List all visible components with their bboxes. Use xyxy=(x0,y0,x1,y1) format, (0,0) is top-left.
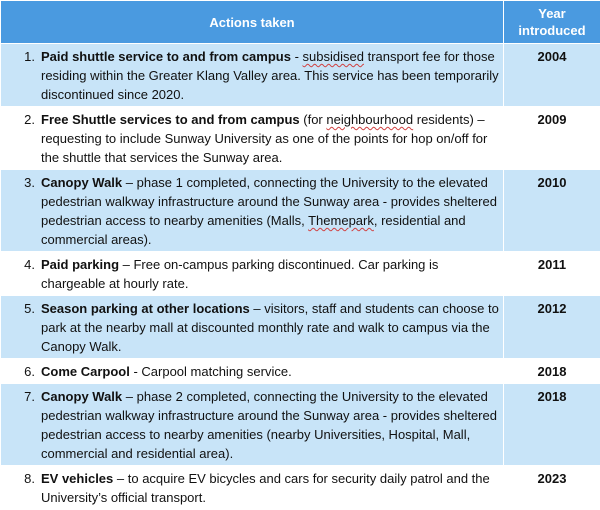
action-cell xyxy=(1,466,504,510)
action-cell xyxy=(1,384,504,466)
table-row xyxy=(1,384,600,466)
table-row xyxy=(1,170,600,252)
action-title: Paid parking xyxy=(41,257,119,272)
year-cell: 2012 xyxy=(504,296,600,359)
table-row xyxy=(1,107,600,170)
action-desc-flag: Themepark xyxy=(308,213,374,228)
action-text xyxy=(41,469,499,507)
year-cell: 2018 xyxy=(504,359,600,384)
action-text xyxy=(41,299,499,356)
year-cell: 2011 xyxy=(504,252,600,296)
row-number: 5. xyxy=(1,299,41,356)
action-desc-rest: transport fee for those residing within the Greater Klang Valley area. This service has been temporarily discontinued since 2020. xyxy=(41,49,499,102)
action-desc: (for xyxy=(300,112,327,127)
action-text xyxy=(41,110,499,167)
action-desc: - xyxy=(291,49,303,64)
action-title: Canopy Walk xyxy=(41,389,122,404)
action-desc: – to acquire EV bicycles and cars for security daily patrol and the University’s official transport. xyxy=(41,471,490,505)
table-row xyxy=(1,252,600,296)
action-title: Season parking at other locations xyxy=(41,301,250,316)
action-desc: – phase 2 completed, connecting the University to the elevated pedestrian walkway infrastructure around the Sunway area - provides sheltered pedestrian access to nearby amenities (nearby Universities, Hospital, Mall, commercial and residential area). xyxy=(41,389,497,461)
row-number: 2. xyxy=(1,110,41,167)
action-desc-rest: residents) – requesting to include Sunway University as one of the points for hop on/off for the shuttle that services the Sunway area. xyxy=(41,112,487,165)
action-cell xyxy=(1,170,504,252)
row-number: 3. xyxy=(1,173,41,249)
action-title: Canopy Walk xyxy=(41,175,122,190)
action-text xyxy=(41,173,499,249)
row-number: 7. xyxy=(1,387,41,463)
action-text xyxy=(41,362,499,381)
row-number: 4. xyxy=(1,255,41,293)
row-number: 1. xyxy=(1,47,41,104)
year-cell: 2010 xyxy=(504,170,600,252)
action-cell xyxy=(1,107,504,170)
action-text xyxy=(41,47,499,104)
header-year-line2: introduced xyxy=(504,22,600,39)
action-desc: – visitors, staff and students can choose to park at the nearby mall at discounted monthly rate and walk to campus via the Canopy Walk. xyxy=(41,301,499,354)
action-cell xyxy=(1,296,504,359)
action-title: Come Carpool xyxy=(41,364,130,379)
action-title: Paid shuttle service to and from campus xyxy=(41,49,291,64)
action-cell xyxy=(1,44,504,107)
action-desc: – phase 1 completed, connecting the University to the elevated pedestrian walkway infrastructure around the Sunway area - provides sheltered pedestrian access to nearby amenities (Malls, xyxy=(41,175,497,228)
action-cell xyxy=(1,252,504,296)
row-number: 6. xyxy=(1,362,41,381)
action-desc-rest: , residential and commercial areas). xyxy=(41,213,466,247)
header-year xyxy=(504,1,600,44)
year-cell: 2023 xyxy=(504,466,600,510)
action-text xyxy=(41,387,499,463)
action-desc: – Free on-campus parking discontinued. Car parking is chargeable at hourly rate. xyxy=(41,257,438,291)
table-row xyxy=(1,296,600,359)
table-header-row xyxy=(1,1,600,44)
table-row xyxy=(1,466,600,510)
header-actions: Actions taken xyxy=(1,1,504,44)
action-desc-flag: neighbourhood xyxy=(326,112,413,127)
action-title: Free Shuttle services to and from campus xyxy=(41,112,300,127)
year-cell: 2009 xyxy=(504,107,600,170)
action-desc-flag: subsidised xyxy=(303,49,364,64)
header-year-line1: Year xyxy=(504,5,600,22)
row-number: 8. xyxy=(1,469,41,507)
action-title: EV vehicles xyxy=(41,471,113,486)
action-cell xyxy=(1,359,504,384)
year-cell: 2004 xyxy=(504,44,600,107)
year-cell: 2018 xyxy=(504,384,600,466)
action-desc: - Carpool matching service. xyxy=(130,364,292,379)
table-row xyxy=(1,359,600,384)
action-text xyxy=(41,255,499,293)
table-row xyxy=(1,44,600,107)
